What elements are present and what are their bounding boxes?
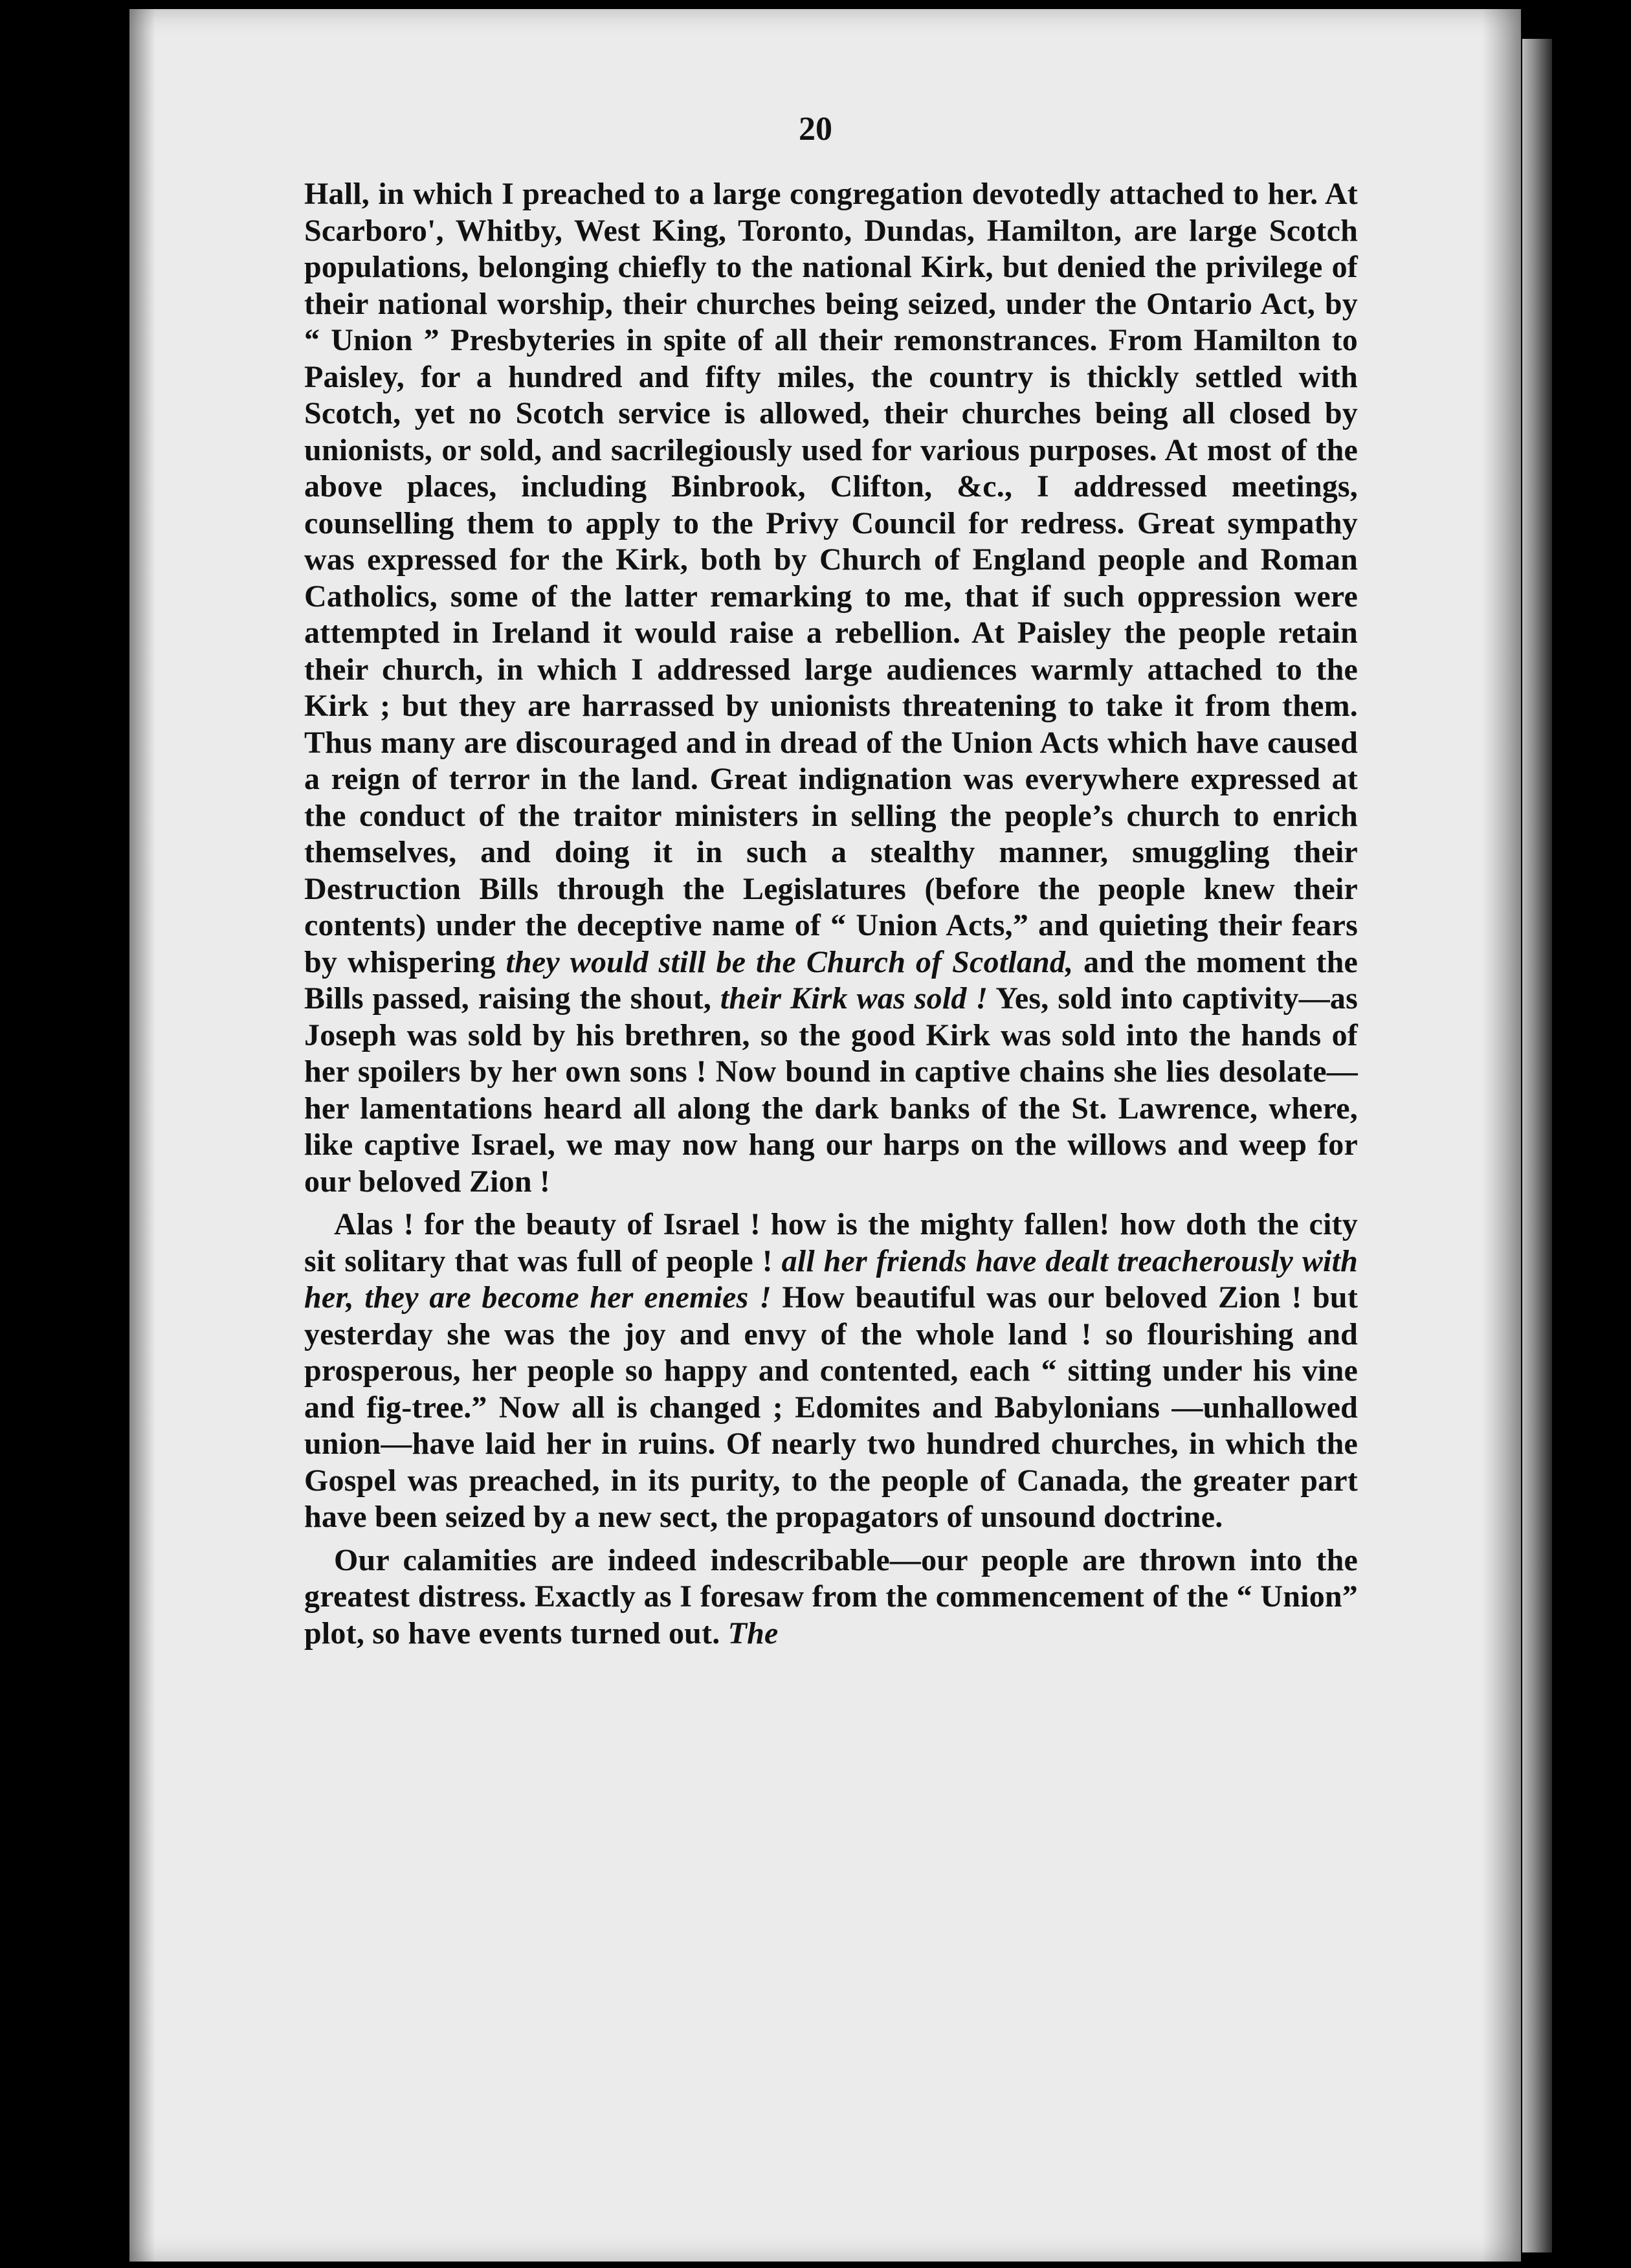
text-run: Alas ! for the beauty of Israel ! how is the mighty fallen! how doth the city sit solitary that was full of people ! <box>304 1207 1358 1278</box>
next-page-edge <box>1522 39 1552 2252</box>
paragraph-1 <box>304 176 1358 1200</box>
italic-run: their Kirk was sold ! <box>720 981 988 1016</box>
page-edge-shadow <box>1482 9 1522 2262</box>
text-run: Yes, sold into captivity—as Joseph was sold by his brethren, so the good Kirk was sold into the hands of her spoilers by her own sons ! Now bound in captive chains she lies desolate—her lamentations heard all along the dark banks of the St. Lawrence, where, like captive Israel, we may now hang our harps on the willows and weep for our beloved Zion ! <box>304 981 1359 1199</box>
italic-run: all her friends have dealt treacherously with her, they are become her enemies ! <box>304 1243 1358 1315</box>
text-run: How beautiful was our beloved Zion ! but yesterday she was the joy and envy of the whole land ! so flourishing and prosperous, her people so happy and contented, each “ sitting under his vine and fig-tree.” Now all is changed ; Edomites and Babylonians —unhallowed union—have laid her in ruins. Of nearly two hundred churches, in which the Gospel was preached, in its purity, to the people of Canada, the greater part have been seized by a new sect, the propagators of unsound doctrine. <box>304 1280 1358 1534</box>
paragraph-2 <box>304 1206 1358 1536</box>
italic-run: they would still be the Church of Scotland, <box>505 944 1074 979</box>
text-run: Hall, in which I preached to a large congregation devotedly attached to her. At Scarboro', Whitby, West King, Toronto, Dundas, Hamilton, are large Scotch populations, belonging chiefly to the national Kirk, but denied the privilege of their national worship, their churches being seized, under the Ontario Act, by “ Union ” Presbyteries in spite of all their remonstrances. From Hamilton to Paisley, for a hundred and fifty miles, the country is thickly settled with Scotch, yet no Scotch service is allowed, their churches being all closed by unionists, or sold, and sacrilegiously used for various purposes. At most of the above places, including Binbrook, Clifton, &c., I addressed meetings, counselling them to apply to the Privy Council for redress. Great sympathy was expressed for the Kirk, both by Church of England people and Roman Catholics, some of the latter remarking to me, that if such oppression were attempted in Ireland it would raise a rebellion. At Paisley the people retain their church, in which I addressed large audiences warmly attached to the Kirk ; but they are harrassed by unionists threatening to take it from them. Thus many are discouraged and in dread of the Union Acts which have caused a reign of terror in the land. Great indignation was everywhere expressed at the conduct of the traitor ministers in selling the people’s church to enrich themselves, and doing it in such a stealthy manner, smuggling their Destruction Bills through the Legislatures (before the people knew their contents) under the deceptive name of “ Union Acts,” and quieting their fears by whispering <box>304 177 1358 979</box>
italic-run: The <box>727 1616 779 1651</box>
page-gutter-shadow <box>129 9 155 2262</box>
text-run: and the moment the Bills passed, raising the shout, <box>304 944 1358 1016</box>
page-number: 20 <box>799 111 832 148</box>
text-run: Our calamities are indeed indescribable—our people are thrown into the greatest distress. Exactly as I foresaw from the commencement of the “ Union” plot, so have events turned out. <box>304 1542 1358 1651</box>
paragraph-3 <box>304 1542 1358 1652</box>
body-text <box>304 176 1358 1652</box>
